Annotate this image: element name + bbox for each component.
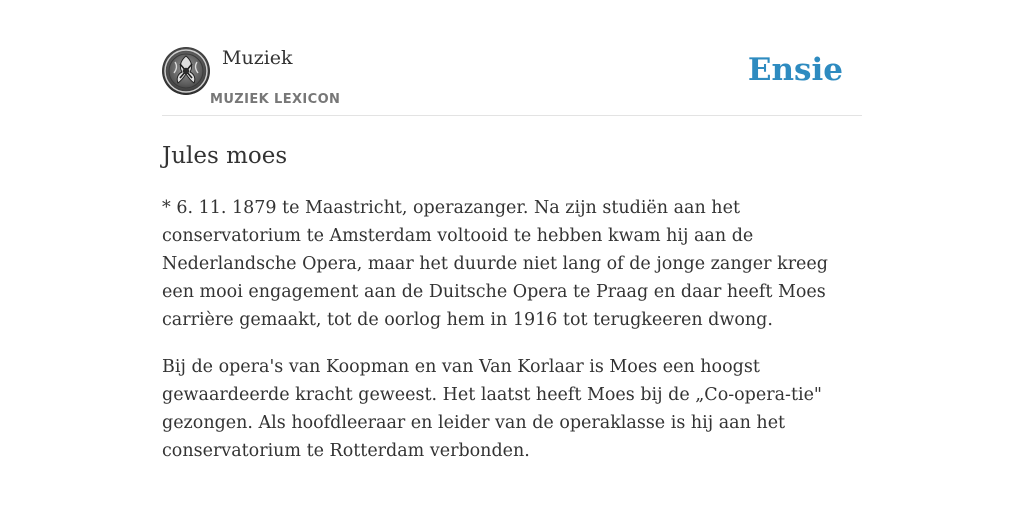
article-title: Jules moes (162, 143, 288, 169)
muziek-category-emblem-icon (162, 47, 210, 95)
page (162, 0, 862, 512)
category-avatar[interactable] (162, 47, 210, 95)
article-body (162, 194, 862, 465)
category-link[interactable]: Muziek (222, 47, 293, 69)
article-paragraph: Bij de opera's van Koopman en van Van Korlaar is Moes een hoogst gewaardeerde kracht geweest. Het laatst heeft Moes bij de „Co-opera-tie" gezongen. Als hoofdleeraar en leider van de operaklasse is hij aan het conservatorium te Rotterdam verbonden. (162, 357, 822, 461)
header (162, 0, 862, 116)
site-logo[interactable]: Ensie (747, 52, 843, 88)
lexicon-label: MUZIEK LEXICON (210, 92, 341, 107)
article-paragraph: * 6. 11. 1879 te Maastricht, operazanger. Na zijn studiën aan het conservatorium te Amsterdam voltooid te hebben kwam hij aan de Nederlandsche Opera, maar het duurde niet lang of de jonge zanger kreeg een mooi engagement aan de Duitsche Opera te Praag en daar heeft Moes carrière gemaakt, tot de oorlog hem in 1916 tot terugkeeren dwong. (162, 198, 828, 330)
